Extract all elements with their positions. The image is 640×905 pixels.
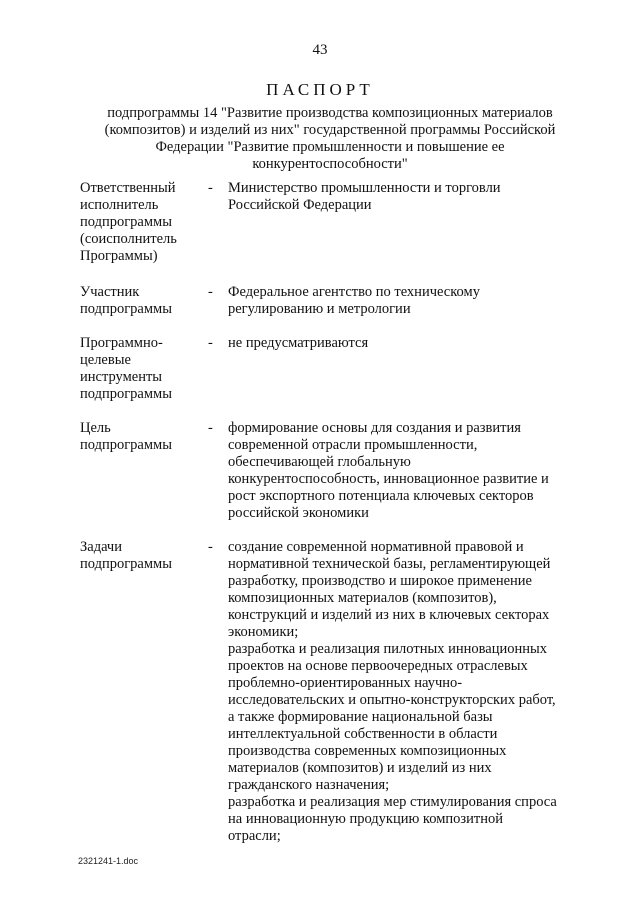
- row-dash: -: [208, 539, 213, 555]
- row-value: [228, 335, 570, 352]
- passport-row-instruments: [80, 335, 570, 403]
- row-value-paragraph: не предусматриваются: [228, 335, 369, 351]
- page-number: 43: [312, 42, 328, 58]
- row-value-paragraph: Федеральное агентство по техническому регулированию и метрологии: [228, 284, 480, 317]
- row-dash: -: [208, 335, 213, 351]
- row-dash: -: [208, 420, 213, 436]
- row-value: [228, 420, 570, 522]
- passport-row-tasks: [80, 539, 570, 845]
- passport-table: [80, 180, 570, 845]
- row-value-paragraph: формирование основы для создания и развития современной отрасли промышленности, обеспечивающей глобальную конкурентоспособность, инновационное развитие и рост экспортного потенциала ключевых секторов российской экономики: [228, 420, 549, 521]
- passport-row-participant: [80, 284, 570, 318]
- row-label: Участник подпрограммы: [80, 284, 172, 317]
- row-label: Ответственный исполнитель подпрограммы (соисполнитель Программы): [80, 180, 177, 264]
- row-dash: -: [208, 180, 213, 196]
- row-label: Программно-целевые инструменты подпрограммы: [80, 335, 172, 402]
- passport-row-goal: [80, 420, 570, 522]
- row-label: Задачи подпрограммы: [80, 539, 172, 572]
- row-value-paragraph: разработка и реализация пилотных инновационных проектов на основе первоочередных отраслевых проблемно-ориентированных научно-исследовательских и опытно-конструкторских работ, а также формирование национальной базы интеллектуальной собственности в области производства современных композиционных материалов (композитов) и изделий из них гражданского назначения;: [228, 641, 556, 793]
- footer-filename: 2321241-1.doc: [78, 856, 139, 866]
- row-label: Цель подпрограммы: [80, 420, 172, 453]
- document-title: ПАСПОРТ: [266, 80, 374, 99]
- row-value: [228, 539, 570, 845]
- row-value: [228, 180, 570, 214]
- passport-row-responsible: [80, 180, 570, 265]
- row-value-paragraph: создание современной нормативной правовой и нормативной технической базы, регламентирующей разработку, производство и широкое применение композиционных материалов (композитов), конструкций и изделий из них в ключевых секторах экономики;: [228, 539, 551, 640]
- document-subtitle: подпрограммы 14 "Развитие производства композиционных материалов (композитов) и изделий из них" государственной программы Российской Федерации "Развитие промышленности и повышение ее конкурентоспособности": [104, 105, 556, 172]
- row-value: [228, 284, 570, 318]
- row-value-paragraph: разработка и реализация мер стимулирования спроса на инновационную продукцию композитной отрасли;: [228, 794, 557, 844]
- row-value-paragraph: Министерство промышленности и торговли Российской Федерации: [228, 180, 501, 213]
- row-dash: -: [208, 284, 213, 300]
